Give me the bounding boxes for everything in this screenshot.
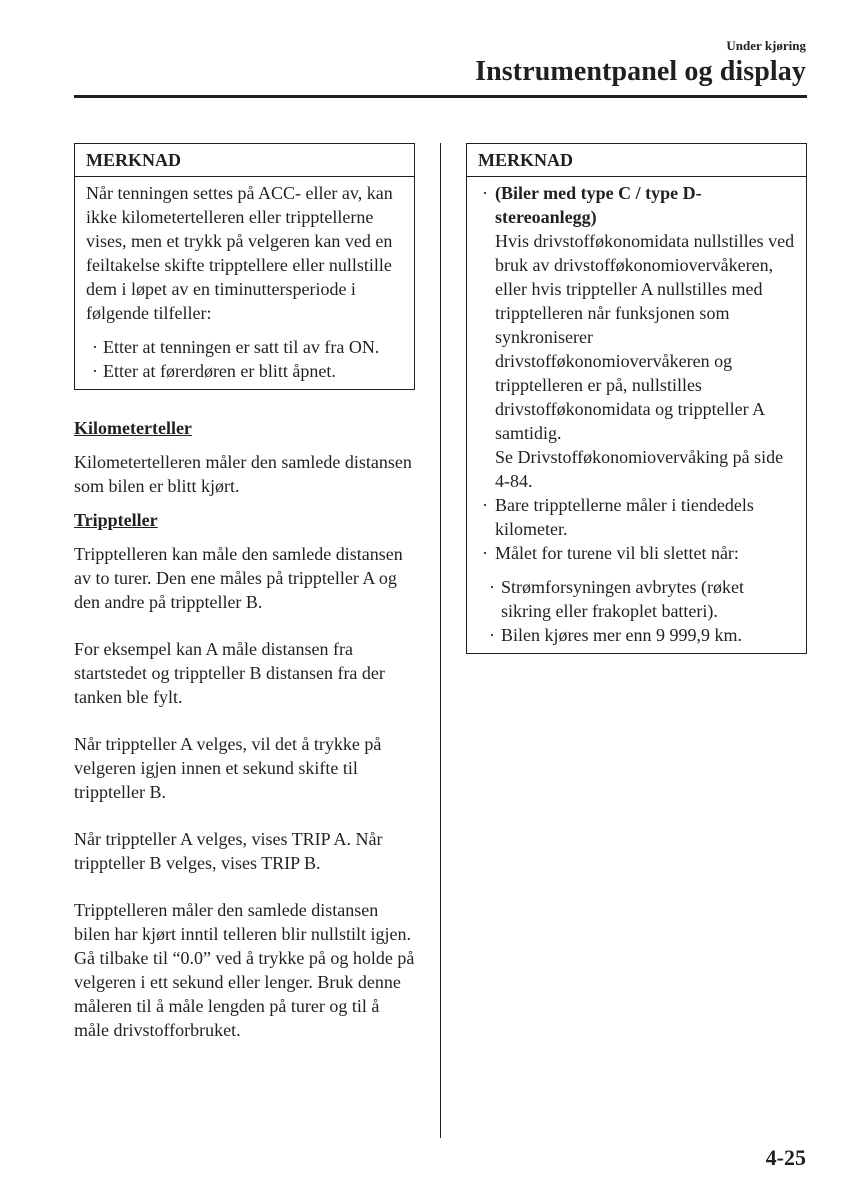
note-bullet xyxy=(475,541,796,647)
right-column xyxy=(466,143,807,654)
title-rule xyxy=(74,95,807,98)
note-bullet-reference: Se Drivstofføkonomiovervåking på side 4-84. xyxy=(495,447,784,491)
note-bullet-list xyxy=(475,181,796,647)
note-body xyxy=(75,177,414,389)
note-sub-bullet: · Bilen kjøres mer enn 9 999,9 km. xyxy=(475,623,796,647)
odometer-heading: Kilometerteller xyxy=(74,418,192,438)
note-bullet-list xyxy=(86,335,404,383)
trip-paragraph: Tripptelleren måler den samlede distansen bilen har kjørt inntil telleren blir nullstilt igjen. Gå tilbake til “0.0” ved å trykke på og holde på velgeren i ett sekund eller lenger. Bruk denne måleren til å måle lengden på turer og til å måle drivstofforbruket. xyxy=(74,900,415,1040)
trip-paragraph: Tripptelleren kan måle den samlede distansen av to turer. Den ene måles på trippteller A og den andre på trippteller B. xyxy=(74,544,403,612)
trip-paragraph: Når trippteller A velges, vises TRIP A. Når trippteller B velges, vises TRIP B. xyxy=(74,829,383,873)
note-heading: MERKNAD xyxy=(467,144,806,177)
note-sub-bullet-list xyxy=(475,575,796,647)
note-bullet: · Etter at tenningen er satt til av fra ON. xyxy=(86,335,404,359)
page-title: Instrumentpanel og display xyxy=(475,56,806,87)
note-box-right xyxy=(466,143,807,654)
trip-heading: Trippteller xyxy=(74,510,158,530)
note-bullet xyxy=(475,181,796,493)
trip-paragraph: For eksempel kan A måle distansen fra startstedet og trippteller B distansen fra der tanken ble fylt. xyxy=(74,639,385,707)
note-box-left xyxy=(74,143,415,390)
note-body xyxy=(467,177,806,653)
note-text: Når tenningen settes på ACC- eller av, kan ikke kilometertelleren eller tripptellerne vises, men et trykk på velgeren kan ved en feiltakelse skifte tripptellere eller nullstille dem i løpet av en timinuttersperiode i følgende tilfeller: xyxy=(86,183,393,323)
left-column xyxy=(74,143,415,1042)
note-bullet: · Bare tripptellerne måler i tiendedels kilometer. xyxy=(475,493,796,541)
section-label: Under kjøring xyxy=(726,38,806,53)
note-bullet: · Etter at førerdøren er blitt åpnet. xyxy=(86,359,404,383)
note-bullet-title: · (Biler med type C / type D-stereoanlegg) xyxy=(495,183,702,227)
column-divider xyxy=(440,143,441,1138)
note-bullet-text: · Målet for turene vil bli slettet når: xyxy=(495,543,739,563)
note-bullet-text: Hvis drivstofføkonomidata nullstilles ved bruk av drivstofføkonomiovervåkeren, eller hvis trippteller A nullstilles med tripptelleren når funksjonen som synkroniserer drivstofføkonomiovervåkeren og tripptelleren er på, nullstilles drivstofføkonomidata og trippteller A samtidig. xyxy=(495,231,795,443)
trip-paragraph: Når trippteller A velges, vil det å trykke på velgeren igjen innen et sekund skifte til trippteller B. xyxy=(74,734,382,802)
note-heading: MERKNAD xyxy=(75,144,414,177)
odometer-text: Kilometertelleren måler den samlede distansen som bilen er blitt kjørt. xyxy=(74,452,412,496)
page-number: 4-25 xyxy=(765,1145,806,1170)
note-sub-bullet: · Strømforsyningen avbrytes (røket sikring eller frakoplet batteri). xyxy=(475,575,796,623)
